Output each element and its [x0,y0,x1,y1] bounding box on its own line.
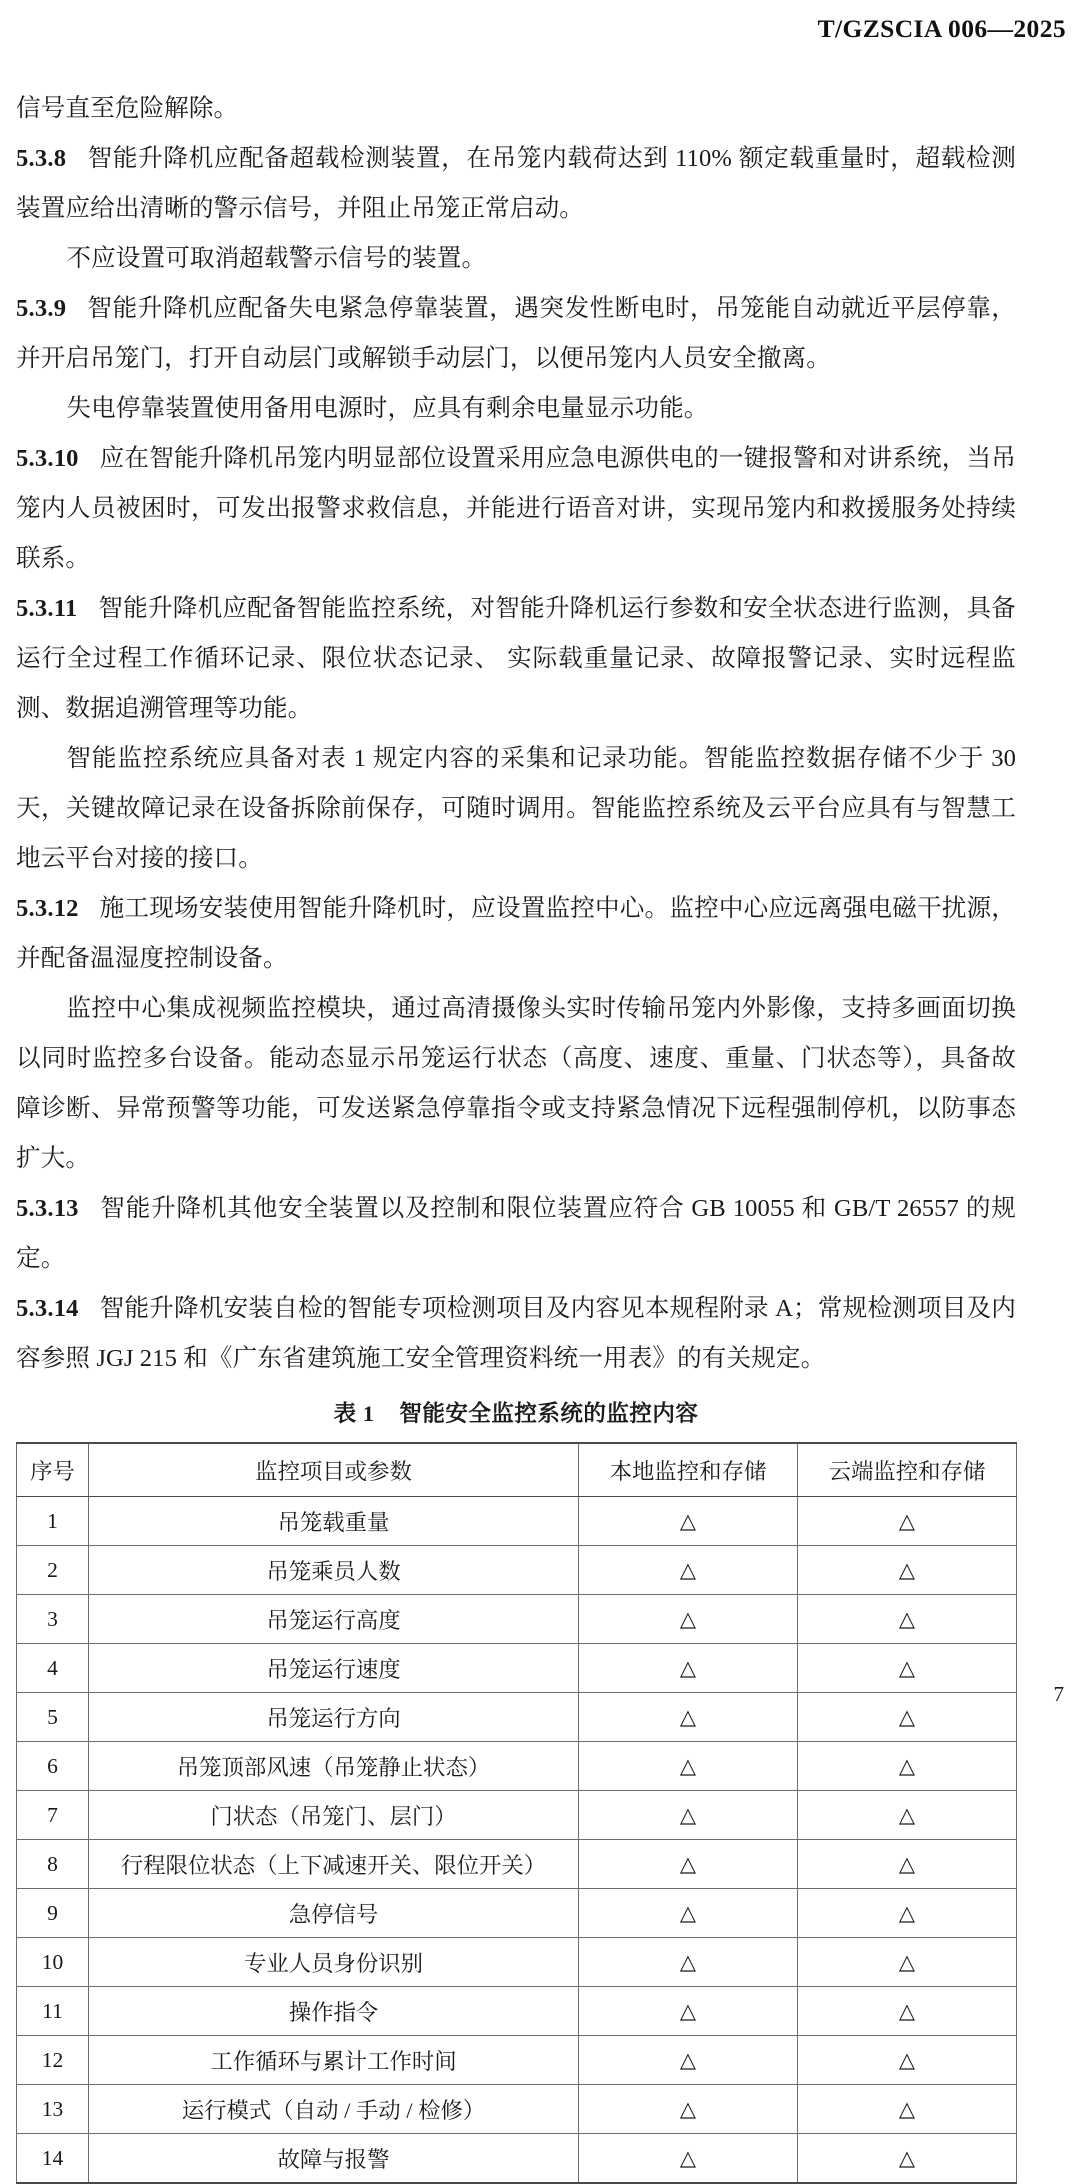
clause-number: 5.3.11 [16,595,78,622]
cell-local-mark: △ [579,2036,798,2085]
cell-item: 吊笼乘员人数 [89,1546,579,1595]
cell-cloud-mark: △ [798,2085,1017,2134]
clause-text: 应在智能升降机吊笼内明显部位设置采用应急电源供电的一键报警和对讲系统，当吊笼内人员被困时，可发出报警求救信息，并能进行语音对讲，实现吊笼内和救援服务处持续联系。 [16,445,1016,572]
table-row [17,1546,1017,1595]
cell-item: 吊笼载重量 [89,1497,579,1546]
clause-text: 智能升降机应配备超载检测装置，在吊笼内载荷达到 110% 额定载重量时，超载检测装置应给出清晰的警示信号，并阻止吊笼正常启动。 [16,145,1016,222]
running-header [60,14,1066,44]
table-row [17,1791,1017,1840]
column-header-index: 序号 [17,1443,89,1497]
cell-index: 6 [17,1742,89,1791]
cell-cloud-mark: △ [798,1938,1017,1987]
table-row [17,1693,1017,1742]
table-row [17,1595,1017,1644]
cell-local-mark: △ [579,1497,798,1546]
cell-cloud-mark: △ [798,1595,1017,1644]
paragraph-text: 不应设置可取消超载警示信号的装置。 [66,245,487,272]
table-row [17,1644,1017,1693]
cell-item: 吊笼运行速度 [89,1644,579,1693]
clause-number: 5.3.12 [16,895,79,922]
cell-item: 吊笼运行高度 [89,1595,579,1644]
cell-index: 13 [17,2085,89,2134]
cell-local-mark: △ [579,1938,798,1987]
column-header-cloud: 云端监控和存储 [798,1443,1017,1497]
standard-code: T/GZSCIA 006—2025 [817,14,1066,43]
clause-5-3-10 [16,434,1016,584]
cell-local-mark: △ [579,1791,798,1840]
cell-local-mark: △ [579,1693,798,1742]
cell-local-mark: △ [579,1840,798,1889]
table-row [17,1938,1017,1987]
paragraph-text: 失电停靠装置使用备用电源时，应具有剩余电量显示功能。 [66,395,709,422]
clause-5-3-14 [16,1284,1016,1384]
clause-text: 智能升降机应配备智能监控系统，对智能升降机运行参数和安全状态进行监测，具备运行全过程工作循环记录、限位状态记录、 实际载重量记录、故障报警记录、实时远程监测、数据追溯管理等功能。 [16,595,1016,722]
cell-local-mark: △ [579,1595,798,1644]
paragraph-text: 信号直至危险解除。 [16,95,239,122]
clause-number: 5.3.9 [16,295,67,322]
cell-item: 行程限位状态（上下减速开关、限位开关） [89,1840,579,1889]
document-body [16,84,1016,2184]
table-row [17,1889,1017,1938]
cell-item: 专业人员身份识别 [89,1938,579,1987]
clause-number: 5.3.13 [16,1195,79,1222]
clause-5-3-12 [16,884,1016,984]
cell-cloud-mark: △ [798,1497,1017,1546]
cell-local-mark: △ [579,1742,798,1791]
table-row [17,1497,1017,1546]
clause-5-3-9 [16,284,1016,384]
cell-item: 吊笼运行方向 [89,1693,579,1742]
cell-index: 2 [17,1546,89,1595]
table-row [17,1742,1017,1791]
cell-cloud-mark: △ [798,1987,1017,2036]
monitoring-content-table [16,1442,1017,2184]
cell-item: 工作循环与累计工作时间 [89,2036,579,2085]
paragraph-5-3-12-note [16,984,1016,1184]
cell-cloud-mark: △ [798,1742,1017,1791]
cell-index: 9 [17,1889,89,1938]
table-row [17,1840,1017,1889]
paragraph-5-3-9-note [16,384,1016,434]
table-caption-title: 智能安全监控系统的监控内容 [399,1401,699,1426]
clause-number: 5.3.14 [16,1295,79,1322]
clause-5-3-13 [16,1184,1016,1284]
clause-text: 智能升降机安装自检的智能专项检测项目及内容见本规程附录 A；常规检测项目及内容参照 JGJ 215 和《广东省建筑施工安全管理资料统一用表》的有关规定。 [16,1295,1016,1372]
cell-local-mark: △ [579,2085,798,2134]
table-row [17,2085,1017,2134]
table-row [17,1987,1017,2036]
cell-cloud-mark: △ [798,2036,1017,2085]
cell-index: 3 [17,1595,89,1644]
paragraph-5-3-8-note [16,234,1016,284]
cell-item: 运行模式（自动 / 手动 / 检修） [89,2085,579,2134]
cell-index: 12 [17,2036,89,2085]
paragraph-text: 监控中心集成视频监控模块，通过高清摄像头实时传输吊笼内外影像，支持多画面切换以同时监控多台设备。能动态显示吊笼运行状态（高度、速度、重量、门状态等），具备故障诊断、异常预警等功能，可发送紧急停靠指令或支持紧急情况下远程强制停机，以防事态扩大。 [16,995,1016,1172]
cell-cloud-mark: △ [798,1546,1017,1595]
table-row [17,2134,1017,2184]
page-number: 7 [1053,1682,1064,1706]
paragraph-text: 智能监控系统应具备对表 1 规定内容的采集和记录功能。智能监控数据存储不少于 30 天，关键故障记录在设备拆除前保存，可随时调用。智能监控系统及云平台应具有与智慧工地云平台对接的接口。 [16,745,1016,872]
clause-number: 5.3.8 [16,145,67,172]
paragraph-continuation [16,84,1016,134]
cell-local-mark: △ [579,1644,798,1693]
clause-5-3-8 [16,134,1016,234]
table-row [17,2036,1017,2085]
column-header-item: 监控项目或参数 [89,1443,579,1497]
paragraph-5-3-11-note [16,734,1016,884]
cell-index: 11 [17,1987,89,2036]
cell-index: 1 [17,1497,89,1546]
cell-local-mark: △ [579,1546,798,1595]
cell-index: 8 [17,1840,89,1889]
cell-item: 操作指令 [89,1987,579,2036]
column-header-local: 本地监控和存储 [579,1443,798,1497]
cell-cloud-mark: △ [798,1791,1017,1840]
cell-local-mark: △ [579,1987,798,2036]
cell-item: 故障与报警 [89,2134,579,2184]
cell-cloud-mark: △ [798,2134,1017,2184]
cell-item: 急停信号 [89,1889,579,1938]
table-header-row [17,1443,1017,1497]
cell-index: 5 [17,1693,89,1742]
clause-5-3-11 [16,584,1016,734]
clause-text: 施工现场安装使用智能升降机时，应设置监控中心。监控中心应远离强电磁干扰源，并配备温湿度控制设备。 [16,895,1016,972]
cell-index: 7 [17,1791,89,1840]
cell-cloud-mark: △ [798,1840,1017,1889]
cell-index: 4 [17,1644,89,1693]
table-body [17,1497,1017,2184]
cell-local-mark: △ [579,1889,798,1938]
cell-item: 吊笼顶部风速（吊笼静止状态） [89,1742,579,1791]
cell-local-mark: △ [579,2134,798,2184]
cell-index: 10 [17,1938,89,1987]
cell-cloud-mark: △ [798,1889,1017,1938]
cell-cloud-mark: △ [798,1644,1017,1693]
table-caption-label: 表 1 [333,1401,375,1426]
cell-item: 门状态（吊笼门、层门） [89,1791,579,1840]
clause-number: 5.3.10 [16,445,79,472]
clause-text: 智能升降机应配备失电紧急停靠装置，遇突发性断电时，吊笼能自动就近平层停靠，并开启吊笼门，打开自动层门或解锁手动层门，以便吊笼内人员安全撤离。 [16,295,1016,372]
cell-index: 14 [17,2134,89,2184]
cell-cloud-mark: △ [798,1693,1017,1742]
clause-text: 智能升降机其他安全装置以及控制和限位装置应符合 GB 10055 和 GB/T 26557 的规定。 [16,1195,1016,1272]
table-caption [16,1394,1016,1434]
